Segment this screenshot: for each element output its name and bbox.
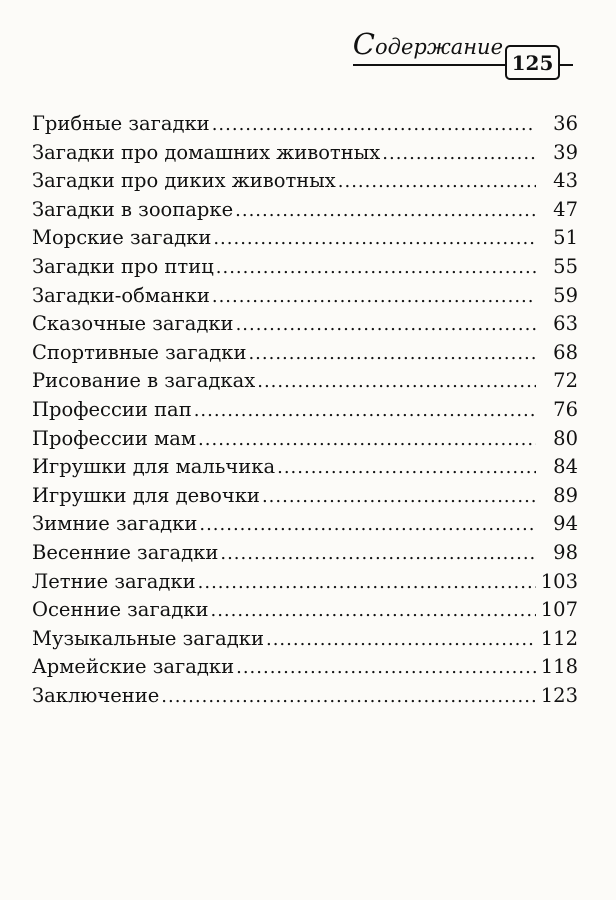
toc-entry[interactable] (32, 196, 578, 225)
toc-entry-page: 123 (540, 683, 578, 707)
toc-entry-page: 47 (553, 197, 578, 221)
toc-leader-dots (213, 225, 536, 254)
section-title-initial: С (352, 27, 375, 61)
toc-entry-page: 98 (553, 540, 578, 564)
toc-leader-dots (198, 569, 536, 598)
page-number-box (505, 45, 560, 80)
toc-leader-dots (235, 197, 536, 226)
toc-entry[interactable] (32, 453, 578, 482)
toc-entry[interactable] (32, 539, 578, 568)
toc-leader-dots (194, 397, 536, 426)
toc-entry-page: 51 (553, 226, 578, 250)
toc-entry[interactable] (32, 568, 578, 597)
toc-entry-title: Загадки про птиц (32, 254, 214, 278)
toc-entry-title: Летние загадки (32, 569, 196, 593)
toc-entry-title: Загадки-обманки (32, 283, 210, 307)
toc-leader-dots (199, 511, 536, 540)
toc-leader-dots (212, 283, 536, 312)
toc-entry-page: 84 (553, 455, 578, 479)
toc-entry[interactable] (32, 110, 578, 139)
toc-entry-title: Морские загадки (32, 226, 212, 250)
toc-entry-page: 89 (553, 483, 578, 507)
table-of-contents (32, 110, 578, 710)
toc-leader-dots (338, 168, 536, 197)
toc-leader-dots (248, 340, 536, 369)
toc-entry[interactable] (32, 396, 578, 425)
toc-entry-title: Армейские загадки (32, 655, 235, 679)
toc-entry[interactable] (32, 653, 578, 682)
toc-entry-title: Профессии мам (32, 426, 197, 450)
toc-entry-page: 39 (553, 140, 578, 164)
toc-entry[interactable] (32, 425, 578, 454)
toc-entry-page: 112 (540, 626, 578, 650)
toc-entry-page: 80 (553, 426, 578, 450)
toc-entry-title: Профессии пап (32, 397, 192, 421)
toc-leader-dots (266, 626, 536, 655)
toc-entry-title: Весенние загадки (32, 540, 219, 564)
toc-entry[interactable] (32, 339, 578, 368)
toc-entry-page: 63 (553, 312, 578, 336)
page-number: 125 (511, 50, 554, 75)
toc-entry-title: Спортивные загадки (32, 340, 247, 364)
toc-leader-dots (212, 111, 536, 140)
page-header (352, 27, 560, 75)
section-title-rest: одержание (375, 35, 503, 59)
toc-entry-title: Зимние загадки (32, 512, 198, 536)
toc-entry-title: Игрушки для девочки (32, 483, 260, 507)
toc-entry[interactable] (32, 625, 578, 654)
toc-entry[interactable] (32, 224, 578, 253)
toc-entry[interactable] (32, 167, 578, 196)
toc-entry-title: Заключение (32, 683, 160, 707)
toc-entry[interactable] (32, 253, 578, 282)
toc-entry[interactable] (32, 510, 578, 539)
toc-leader-dots (198, 426, 536, 455)
toc-entry[interactable] (32, 682, 578, 711)
toc-entry[interactable] (32, 310, 578, 339)
toc-entry-title: Игрушки для мальчика (32, 455, 276, 479)
toc-leader-dots (382, 140, 536, 169)
toc-leader-dots (220, 540, 536, 569)
toc-entry[interactable] (32, 596, 578, 625)
toc-leader-dots (236, 654, 536, 683)
toc-entry-page: 107 (540, 598, 578, 622)
toc-entry-page: 59 (553, 283, 578, 307)
toc-entry-page: 55 (553, 254, 578, 278)
toc-leader-dots (236, 311, 536, 340)
toc-entry-title: Сказочные загадки (32, 312, 234, 336)
toc-leader-dots (257, 368, 536, 397)
toc-leader-dots (262, 483, 536, 512)
toc-entry-title: Музыкальные загадки (32, 626, 264, 650)
toc-entry-title: Загадки в зоопарке (32, 197, 234, 221)
toc-entry[interactable] (32, 367, 578, 396)
toc-leader-dots (277, 454, 536, 483)
toc-entry-title: Загадки про диких животных (32, 169, 336, 193)
toc-entry-page: 103 (540, 569, 578, 593)
toc-entry-page: 36 (553, 112, 578, 135)
toc-leader-dots (216, 254, 536, 283)
toc-entry-title: Осенние загадки (32, 598, 209, 622)
toc-entry-title: Грибные загадки (32, 112, 210, 135)
toc-leader-dots (161, 683, 536, 712)
toc-entry-page: 94 (553, 512, 578, 536)
toc-entry-page: 76 (553, 397, 578, 421)
toc-entry-page: 43 (553, 169, 578, 193)
section-title (352, 27, 503, 64)
toc-entry-title: Рисование в загадках (32, 369, 256, 393)
toc-leader-dots (210, 597, 536, 626)
toc-entry-page: 118 (540, 655, 578, 679)
toc-entry-title: Загадки про домашних животных (32, 140, 381, 164)
toc-entry-page: 72 (553, 369, 578, 393)
toc-entry[interactable] (32, 282, 578, 311)
toc-entry-page: 68 (553, 340, 578, 364)
toc-entry[interactable] (32, 482, 578, 511)
toc-entry[interactable] (32, 139, 578, 168)
